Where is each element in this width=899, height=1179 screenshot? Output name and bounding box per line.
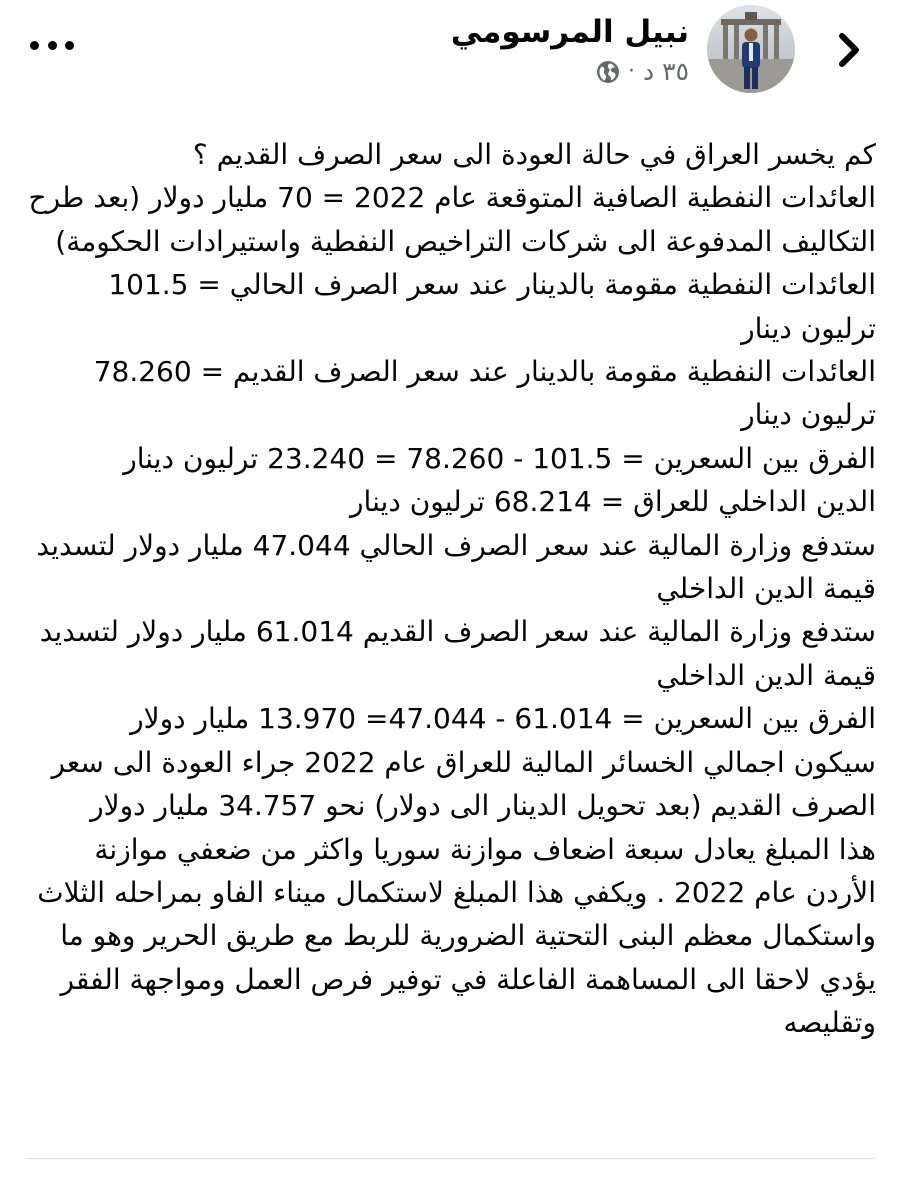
more-dot: [65, 41, 74, 50]
more-options-button[interactable]: [30, 30, 74, 60]
avatar[interactable]: [707, 5, 795, 93]
author-name[interactable]: نبيل المرسومي: [450, 14, 689, 50]
post-line: هذا المبلغ يعادل سبعة اضعاف موازنة سوريا واكثر من ضعفي موازنة الأردن عام 2022 . ويكفي هذا المبلغ لاستكمال ميناء الفاو بمراحله الثلاث واستكمال معظم البنى التحتية الضرورية للربط مع طريق الحرير وهو ما يؤدي لاحقا الى المساهمة الفاعلة في توفير فرص العمل ومواجهة الفقر وتقليصه: [37, 832, 876, 1040]
post-header: [0, 0, 899, 110]
post-line: الفرق بين السعرين = 101.5 - 78.260 = 23.240 ترليون دينار: [123, 441, 876, 475]
post-line: الفرق بين السعرين = 61.014 - 47.044= 13.970 مليار دولار: [130, 702, 876, 736]
post-line: العائدات النفطية الصافية المتوقعة عام 2022 = 70 مليار دولار (بعد طرح التكاليف المدفوعة الى شركات التراخيص النفطية واستيرادات الحكومة): [28, 181, 876, 258]
author-block: [451, 10, 689, 88]
globe-icon[interactable]: [596, 60, 620, 84]
back-button[interactable]: [835, 30, 865, 70]
avatar-photo: [707, 5, 795, 93]
post-line: العائدات النفطية مقومة بالدينار عند سعر الصرف القديم = 78.260 ترليون دينار: [93, 355, 876, 432]
post-line: ستدفع وزارة المالية عند سعر الصرف الحالي 47.044 مليار دولار لتسديد قيمة الدين الداخلي: [36, 528, 876, 606]
meta-separator: ·: [628, 59, 636, 84]
post-line: العائدات النفطية مقومة بالدينار عند سعر الصرف الحالي = 101.5 ترليون دينار: [108, 268, 876, 345]
post-line: سيكون اجمالي الخسائر المالية للعراق عام 2022 جراء العودة الى سعر الصرف القديم (بعد تحويل الدينار الى دولار) نحو 34.757 مليار دولار: [51, 745, 876, 823]
post-line: ستدفع وزارة المالية عند سعر الصرف القديم 61.014 مليار دولار لتسديد قيمة الدين الداخلي: [39, 615, 876, 692]
post-body: [26, 133, 876, 1045]
post-meta: [451, 56, 689, 88]
post-line: الدين الداخلي للعراق = 68.214 ترليون دينار: [350, 485, 876, 519]
post-line: كم يخسر العراق في حالة العودة الى سعر الصرف القديم ؟: [192, 138, 876, 171]
more-dot: [30, 41, 39, 50]
post-time[interactable]: ٣٥ د: [643, 57, 689, 86]
more-dot: [48, 41, 57, 50]
post-divider: [26, 1158, 876, 1159]
chevron-right-icon: [837, 31, 863, 69]
